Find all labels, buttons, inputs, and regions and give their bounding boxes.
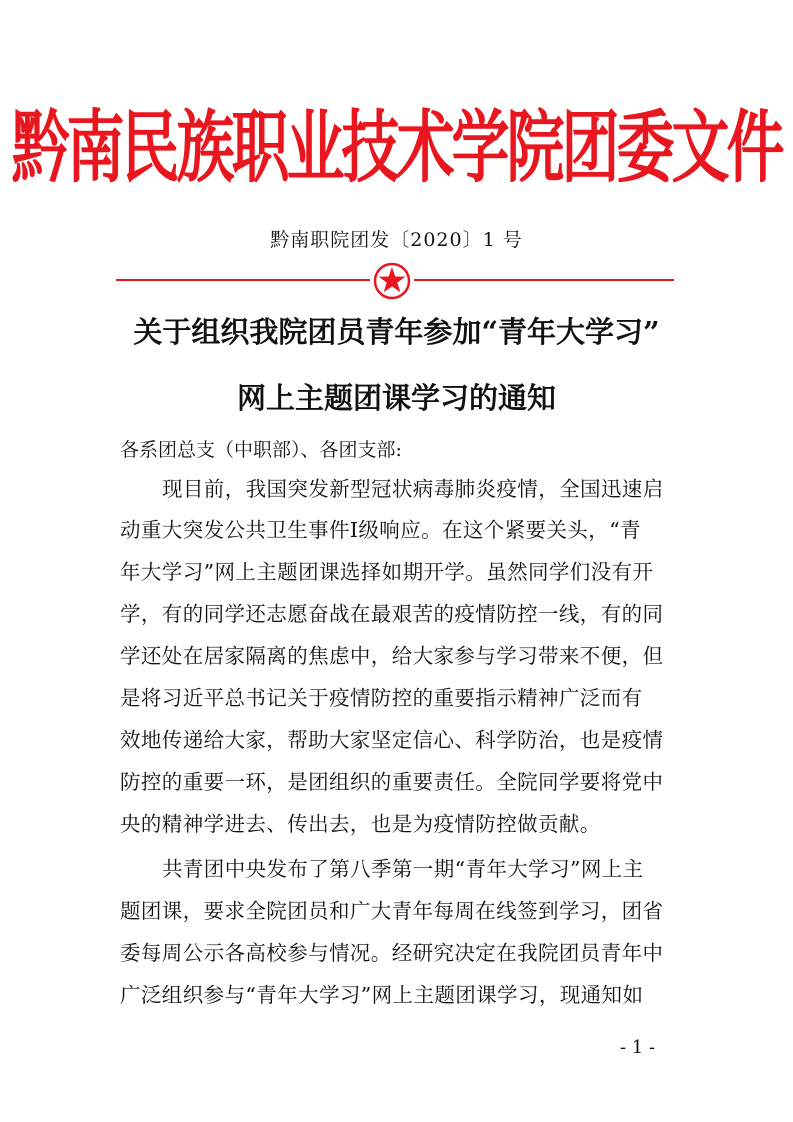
body-line: 题团课，要求全院团员和广大青年每周在线签到学习，团省 [120,899,664,923]
page-number: - 1 - [620,1037,656,1058]
body-line: 学还处在居家隔离的焦虑中，给大家参与学习带来不便，但 [120,644,664,668]
body-line: 效地传递给大家，帮助大家坚定信心、科学防治，也是疫情 [120,728,664,752]
body-line: 学，有的同学还志愿奋战在最艰苦的疫情防控一线，有的同 [120,602,664,626]
body-line: 共青团中央发布了第八季第一期“青年大学习”网上主 [162,857,644,881]
body-line: 现目前，我国突发新型冠状病毒肺炎疫情，全国迅速启 [162,477,664,501]
body-line: 委每周公示各高校参与情况。经研究决定在我院团员青年中 [120,941,664,965]
document-number: 黔南职院团发〔2020〕1 号 [270,229,523,251]
red-divider-left [116,279,370,281]
document-title-line-2: 网上主题团课学习的通知 [236,381,556,415]
body-line: 是将习近平总书记关于疫情防控的重要指示精神广泛而有 [120,686,643,710]
document-title-line-1: 关于组织我院团员青年参加“青年大学习” [133,315,660,349]
body-line: 年大学习”网上主题团课选择如期开学。虽然同学们没有开 [120,560,654,584]
red-star-icon [373,262,411,300]
red-divider-right [414,279,674,281]
body-line: 央的精神学进去、传出去，也是为疫情防控做贡献。 [120,812,601,836]
body-line: 广泛组织参与“青年大学习”网上主题团课学习，现通知如 [120,983,644,1007]
body-line: 动重大突发公共卫生事件Ⅰ级响应。在这个紧要关头，“青 [120,518,641,542]
body-line: 防控的重要一环，是团组织的重要责任。全院同学要将党中 [120,770,664,794]
document-masthead: 黔南民族职业技术学院团委文件 [11,101,782,194]
salutation: 各系团总支（中职部）、各团支部: [120,439,402,461]
